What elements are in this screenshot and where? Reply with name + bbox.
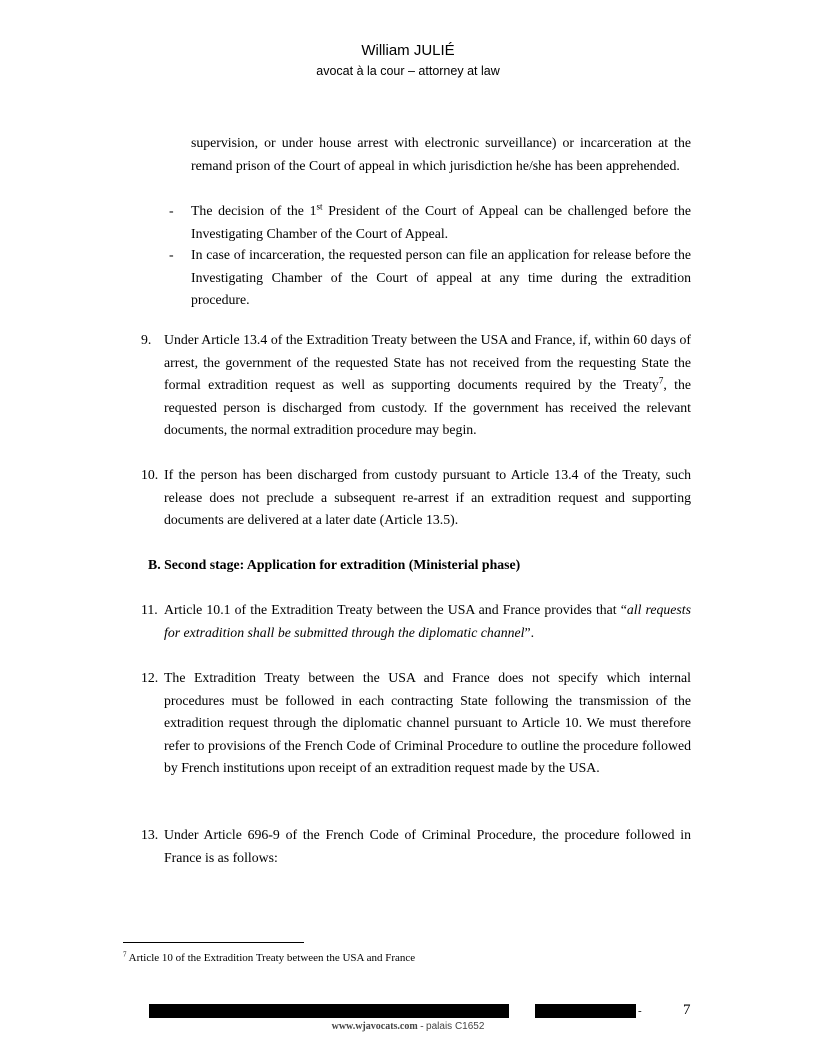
paragraph-text: Under Article 696-9 of the French Code of Criminal Procedure, the procedure followed in France is as follows: xyxy=(164,827,691,865)
paragraph-text: Under Article 13.4 of the Extradition Treaty between the USA and France, if, within 60 days of arrest, the government of the requested State has not received from the requesting State the formal extradition request as well as supporting documents required by the Treaty$^7$, the requested person is discharged from custody. If the government has received the relevant documents, the normal extradition procedure may begin. xyxy=(164,332,691,437)
paragraph-text: If the person has been discharged from custody pursuant to Article 13.4 of the Treaty, such release does not preclude a subsequent re-arrest if an extradition request and supporting documents are delivered at a later date (Article 13.5). xyxy=(164,467,691,527)
paragraph-number: 10. xyxy=(141,467,159,482)
numbered-paragraph-12 xyxy=(141,667,691,780)
footnote-divider xyxy=(123,942,304,943)
paragraph-text: Article 10.1 of the Extradition Treaty between the USA and France provides that “all requests for extradition shall be submitted through the diplomatic channel”. xyxy=(164,602,691,640)
bullet-dash: - xyxy=(169,203,174,218)
letterhead xyxy=(0,40,816,80)
paragraph-number: 12. xyxy=(141,670,159,685)
numbered-paragraph-10 xyxy=(141,464,691,532)
footnote-text: Article 10 of the Extradition Treaty between the USA and France xyxy=(126,952,416,964)
numbered-paragraph-11 xyxy=(141,599,691,644)
numbered-paragraph-9 xyxy=(141,329,691,442)
footer-website: www.wjavocats.com - palais C1652 xyxy=(331,1021,485,1032)
numbered-paragraph-13 xyxy=(141,824,691,869)
page-number: 7 xyxy=(683,1002,691,1018)
bullet-item xyxy=(169,244,691,312)
redaction-bar xyxy=(149,1004,509,1018)
bullet-item xyxy=(169,200,691,245)
attorney-title: avocat à la cour – attorney at law xyxy=(316,64,500,78)
bullet-text: In case of incarceration, the requested person can file an application for release before the Investigating Chamber of the Court of appeal at any time during the extradition procedure. xyxy=(191,247,691,307)
palais-code: palais C1652 xyxy=(426,1021,485,1032)
redaction-bar xyxy=(535,1004,636,1018)
footnote xyxy=(123,950,415,966)
website-link[interactable]: www.wjavocats.com xyxy=(331,1021,418,1032)
footnote-reference[interactable]: 7 xyxy=(658,375,664,386)
paragraph-number: 11. xyxy=(141,602,158,617)
attorney-name: William JULIÉ xyxy=(361,42,455,59)
paragraph-text: The Extradition Treaty between the USA and France does not specify which internal procedures must be followed in each contracting State following the transmission of the extradition request through the diplomatic channel pursuant to Article 10. We must therefore refer to provisions of the French Code of Criminal Procedure to outline the procedure followed by French institutions upon receipt of an extradition request made by the USA. xyxy=(164,670,691,775)
paragraph-number: 13. xyxy=(141,827,159,842)
bullet-text: The decision of the 1st President of the Court of Appeal can be challenged before the Investigating Chamber of the Court of Appeal. xyxy=(191,201,691,241)
continuation-paragraph: supervision, or under house arrest with electronic surveillance) or incarceration at the remand prison of the Court of appeal in which jurisdiction he/she has been apprehended. xyxy=(191,135,691,173)
footer-dash: - xyxy=(638,1005,642,1017)
paragraph-number: 9. xyxy=(141,332,152,347)
footnote-number: 7 xyxy=(123,950,127,959)
section-heading-b: B. Second stage: Application for extradition (Ministerial phase) xyxy=(148,557,521,572)
bullet-dash: - xyxy=(169,247,174,262)
